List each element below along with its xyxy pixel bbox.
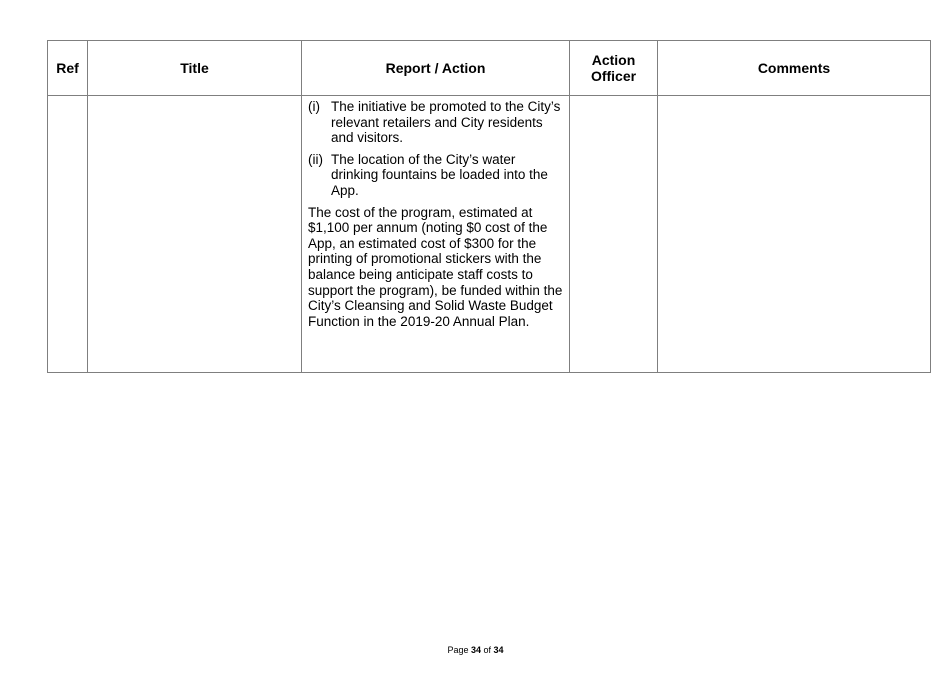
table-header-row bbox=[48, 41, 931, 96]
header-comments: Comments bbox=[658, 41, 931, 96]
header-ref: Ref bbox=[48, 41, 88, 96]
cell-ref bbox=[48, 96, 88, 373]
cell-action-officer bbox=[570, 96, 658, 373]
action-item-number: (ii) bbox=[308, 151, 323, 167]
cell-report-action bbox=[302, 96, 570, 373]
header-action-officer: Action Officer bbox=[570, 41, 658, 96]
cell-title bbox=[88, 96, 302, 373]
header-title: Title bbox=[88, 41, 302, 96]
table-row bbox=[48, 96, 931, 373]
resolution-action-table bbox=[47, 40, 931, 373]
page-label: Page bbox=[447, 645, 469, 655]
action-item bbox=[308, 152, 563, 199]
total-page-number: 34 bbox=[493, 645, 504, 655]
page-number-footer bbox=[0, 645, 951, 655]
action-item bbox=[308, 99, 563, 146]
action-item-number: (i) bbox=[308, 99, 320, 114]
cost-paragraph: The cost of the program, estimated at $1,100 per annum (noting $0 cost of the App, an estimated cost of $300 for the printing of promotional stickers with the balance being anticipate staff costs to support the program), be funded within the City’s Cleansing and Solid Waste Budget Function in the 2019-20 Annual Plan. bbox=[308, 204, 563, 329]
page-of-label: of bbox=[483, 645, 492, 655]
action-item-text: The location of the City’s water drinking fountains be loaded into the App. bbox=[331, 151, 548, 198]
current-page-number: 34 bbox=[470, 645, 481, 655]
cell-comments bbox=[658, 96, 931, 373]
action-item-text: The initiative be promoted to the City’s relevant retailers and City residents and visitors. bbox=[331, 99, 561, 146]
header-report-action: Report / Action bbox=[302, 41, 570, 96]
